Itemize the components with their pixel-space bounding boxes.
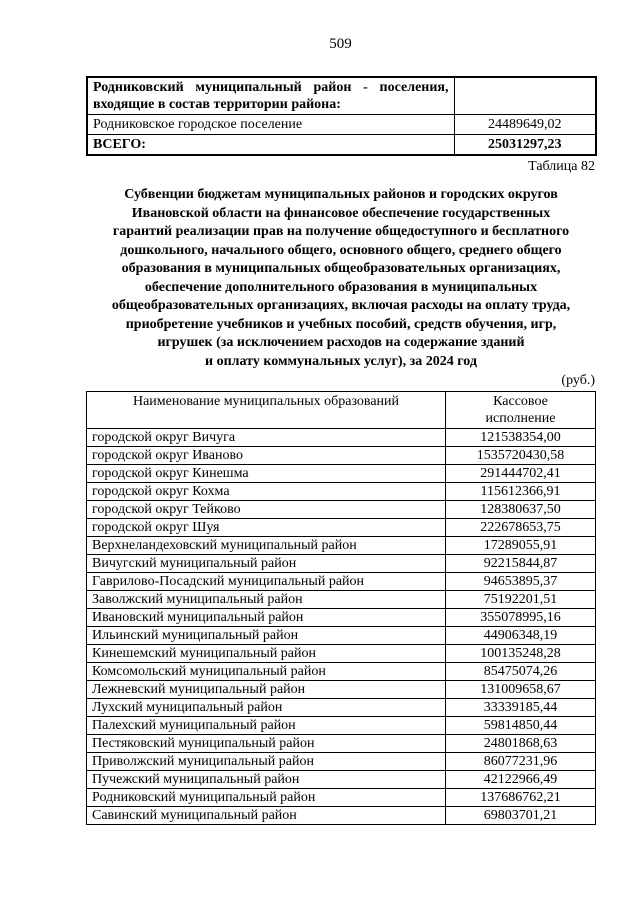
cash-value-cell: 24489649,02 — [454, 115, 596, 135]
value-column-header-text: Кассовое исполнение — [485, 394, 556, 426]
cash-value-cell: 86077231,96 — [446, 753, 596, 771]
cash-value-cell: 17289055,91 — [446, 537, 596, 555]
total-value-cell: 25031297,23 — [454, 135, 596, 156]
municipality-name-cell: Кинешемский муниципальный район — [87, 645, 446, 663]
cash-value-cell: 85475074,26 — [446, 663, 596, 681]
table-row — [87, 609, 596, 627]
cash-value-cell: 92215844,87 — [446, 555, 596, 573]
municipality-name-cell: Родниковское городское поселение — [87, 115, 454, 135]
municipality-name-cell: Ивановский муниципальный район — [87, 609, 446, 627]
table-row — [87, 537, 596, 555]
municipality-name-cell: городской округ Кинешма — [87, 465, 446, 483]
main-table-header — [87, 392, 596, 429]
table-row — [87, 753, 596, 771]
cash-value-cell: 75192201,51 — [446, 591, 596, 609]
cash-value-cell: 42122966,49 — [446, 771, 596, 789]
table-row — [87, 627, 596, 645]
municipality-name-cell: Родниковский муниципальный район — [87, 789, 446, 807]
table-row — [87, 573, 596, 591]
municipality-name-cell: городской округ Вичуга — [87, 429, 446, 447]
cash-value-cell: 222678653,75 — [446, 519, 596, 537]
table-row — [87, 645, 596, 663]
municipality-name-cell: городской округ Кохма — [87, 483, 446, 501]
top-continuation-table — [86, 76, 597, 156]
cash-value-cell: 128380637,50 — [446, 501, 596, 519]
value-column-header — [446, 392, 596, 429]
header-row — [87, 392, 596, 429]
table-row — [87, 681, 596, 699]
table-row — [87, 483, 596, 501]
cash-value-cell: 121538354,00 — [446, 429, 596, 447]
municipality-name-cell: Пестяковский муниципальный район — [87, 735, 446, 753]
subventions-table — [86, 391, 596, 825]
table-row — [87, 429, 596, 447]
cash-value-cell: 24801868,63 — [446, 735, 596, 753]
title-line: и оплату коммунальных услуг), за 2024 год — [205, 353, 477, 369]
cash-value-cell: 355078995,16 — [446, 609, 596, 627]
table-row — [87, 519, 596, 537]
table-row — [87, 717, 596, 735]
cash-value-cell: 115612366,91 — [446, 483, 596, 501]
municipality-name-cell: Савинский муниципальный район — [87, 807, 446, 825]
table-row — [87, 789, 596, 807]
municipality-name-cell: Вичугский муниципальный район — [87, 555, 446, 573]
page-number: 509 — [329, 36, 352, 52]
cash-value-cell: 137686762,21 — [446, 789, 596, 807]
table-row — [87, 591, 596, 609]
municipality-name-cell: Родниковский муниципальный район - поселения, входящие в состав территории района: — [87, 77, 454, 115]
currency-unit-label: (руб.) — [561, 373, 595, 388]
municipality-name-cell: Заволжский муниципальный район — [87, 591, 446, 609]
table-row — [87, 699, 596, 717]
table-row — [87, 663, 596, 681]
table-row — [87, 465, 596, 483]
name-column-header: Наименование муниципальных образований — [87, 392, 446, 429]
municipality-name-cell: Комсомольский муниципальный район — [87, 663, 446, 681]
municipality-name-cell: городской округ Иваново — [87, 447, 446, 465]
municipality-name-cell: Гаврилово-Посадский муниципальный район — [87, 573, 446, 591]
cash-value-cell: 94653895,37 — [446, 573, 596, 591]
table-row — [87, 555, 596, 573]
municipality-name-cell: городской округ Тейково — [87, 501, 446, 519]
table-row — [87, 807, 596, 825]
municipality-name-cell: Верхнеландеховский муниципальный район — [87, 537, 446, 555]
settlement-row — [87, 115, 596, 135]
cash-value-cell: 44906348,19 — [446, 627, 596, 645]
total-label-cell: ВСЕГО: — [87, 135, 454, 156]
table-number-label: Таблица 82 — [528, 159, 595, 174]
title-line: Ивановской области на финансовое обеспечение государственных — [131, 205, 551, 221]
title-line: игрушек (за исключением расходов на содержание зданий — [157, 335, 525, 350]
cash-value-cell: 1535720430,58 — [446, 447, 596, 465]
total-row — [87, 135, 596, 156]
table-row — [87, 501, 596, 519]
municipality-name-cell: Лежневский муниципальный район — [87, 681, 446, 699]
cash-value-cell: 69803701,21 — [446, 807, 596, 825]
document-title — [85, 186, 597, 371]
cash-value-cell: 100135248,28 — [446, 645, 596, 663]
municipality-name-cell: Ильинский муниципальный район — [87, 627, 446, 645]
cash-value-cell: 59814850,44 — [446, 717, 596, 735]
table-row — [87, 771, 596, 789]
cash-value-cell: 291444702,41 — [446, 465, 596, 483]
title-line: обеспечение дополнительного образования в муниципальных — [144, 279, 538, 295]
cash-value-cell: 131009658,67 — [446, 681, 596, 699]
title-line: Субвенции бюджетам муниципальных районов и городских округов — [124, 187, 558, 202]
cash-value-cell: 33339185,44 — [446, 699, 596, 717]
table-row — [87, 447, 596, 465]
title-line: общеобразовательных организациях, включая расходы на оплату труда, — [111, 298, 571, 313]
title-line: образования в муниципальных общеобразовательных организациях, — [121, 261, 561, 276]
municipality-name-cell: городской округ Шуя — [87, 519, 446, 537]
top-table-body — [87, 77, 596, 155]
district-header-row — [87, 77, 596, 115]
title-line: приобретение учебников и учебных пособий, средств обучения, игр, — [125, 316, 557, 332]
municipality-name-cell: Пучежский муниципальный район — [87, 771, 446, 789]
title-line: гарантий реализации прав на получение общедоступного и бесплатного — [112, 224, 570, 239]
municipality-name-cell: Палехский муниципальный район — [87, 717, 446, 735]
title-line: дошкольного, начального общего, основного общего, среднего общего — [120, 242, 562, 258]
main-table-body — [87, 429, 596, 825]
municipality-name-cell: Приволжский муниципальный район — [87, 753, 446, 771]
table-row — [87, 735, 596, 753]
municipality-name-cell: Лухский муниципальный район — [87, 699, 446, 717]
cash-value-cell — [454, 77, 596, 115]
